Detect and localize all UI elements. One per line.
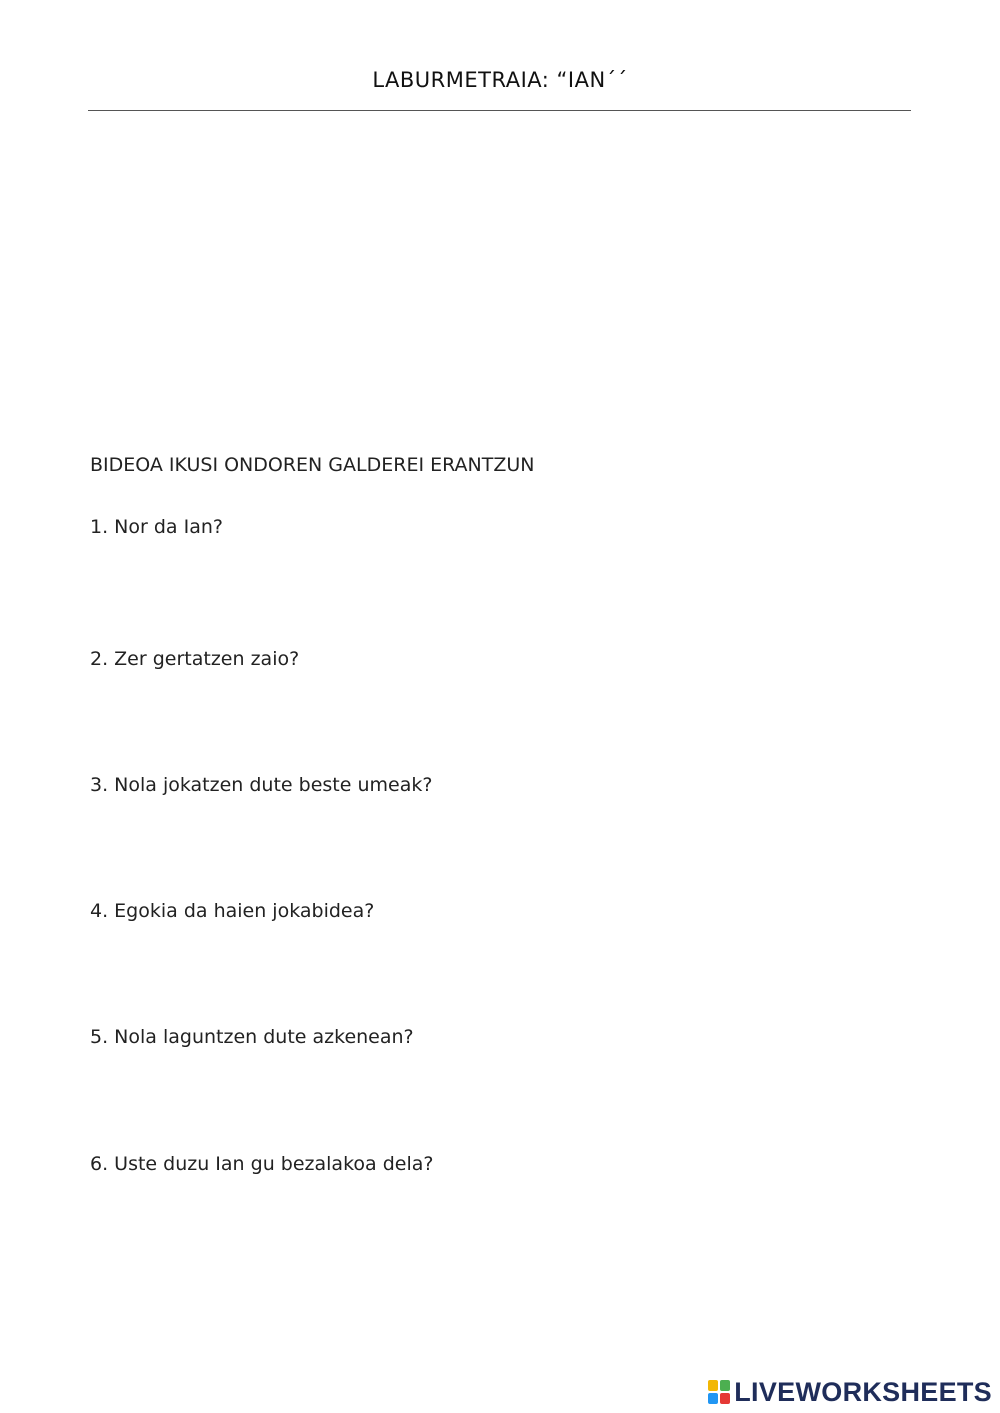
- title-divider: [88, 110, 911, 111]
- question-6: 6. Uste duzu Ian gu bezalakoa dela?: [90, 1153, 434, 1175]
- instruction-text: BIDEOA IKUSI ONDOREN GALDEREI ERANTZUN: [90, 454, 535, 476]
- liveworksheets-logo[interactable]: [708, 1377, 992, 1407]
- liveworksheets-logo-text: LIVEWORKSHEETS: [734, 1376, 992, 1407]
- liveworksheets-logo-icon: [708, 1380, 730, 1404]
- question-4: 4. Egokia da haien jokabidea?: [90, 900, 375, 922]
- worksheet-title: LABURMETRAIA: “IAN´´: [372, 68, 628, 92]
- question-5: 5. Nola laguntzen dute azkenean?: [90, 1026, 414, 1048]
- question-2: 2. Zer gertatzen zaio?: [90, 648, 300, 670]
- question-1: 1. Nor da Ian?: [90, 516, 223, 538]
- question-3: 3. Nola jokatzen dute beste umeak?: [90, 774, 433, 796]
